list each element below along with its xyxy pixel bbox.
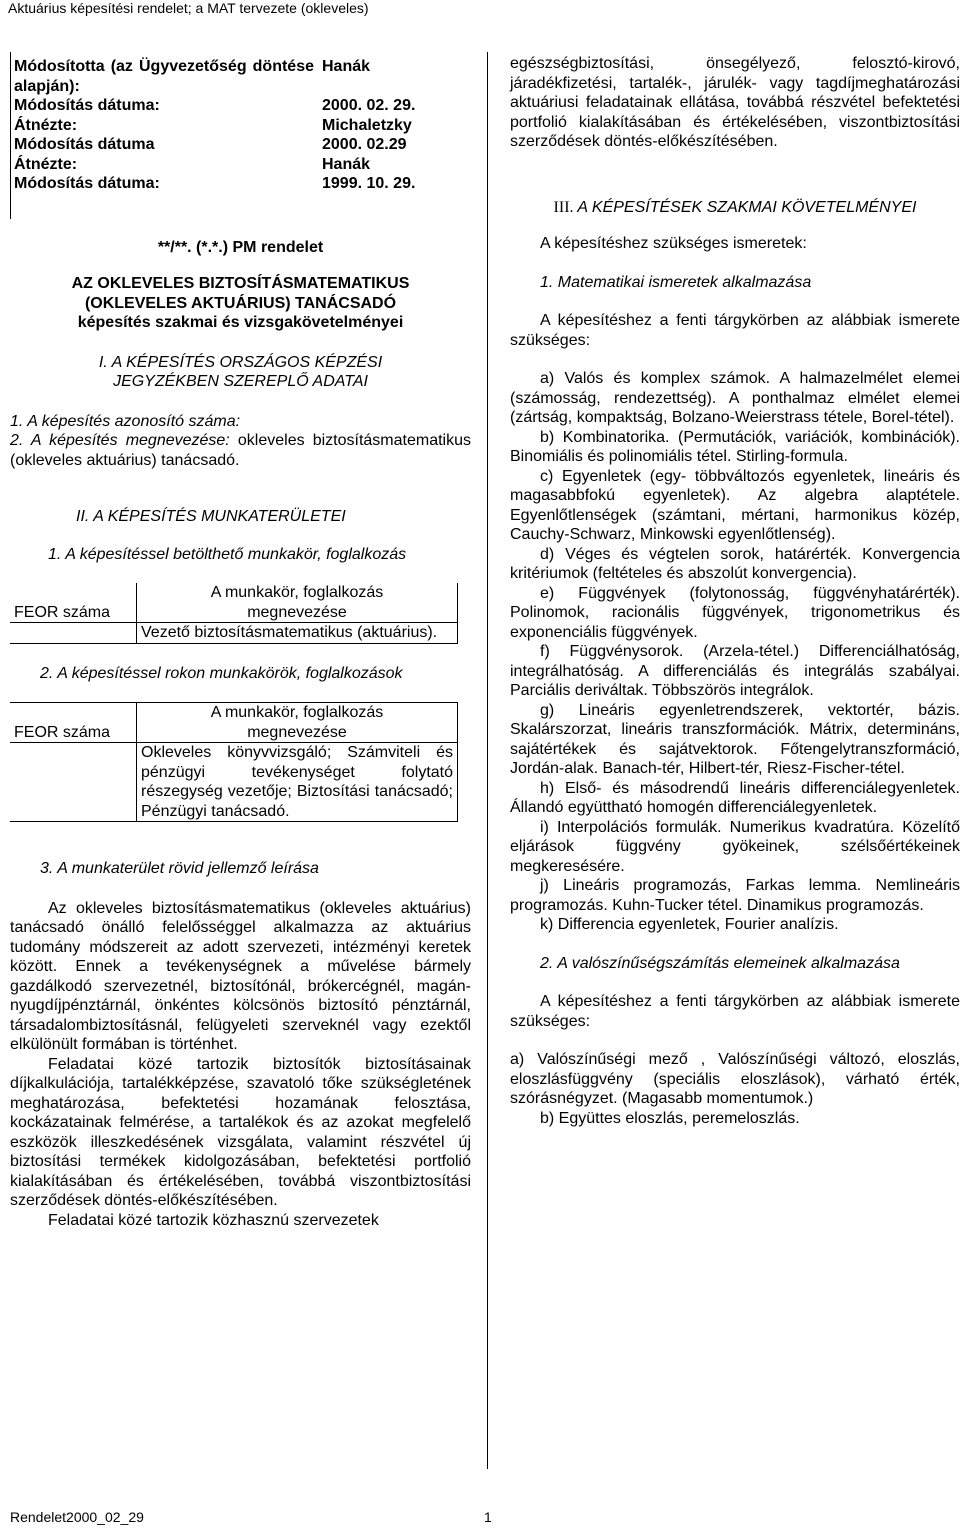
subsection-heading: 1. A képesítéssel betölthető munkakör, foglalkozás (48, 545, 407, 563)
revision-value: 1999. 10. 29. (322, 175, 416, 192)
body-paragraph: Feladatai közé tartozik biztosítók biztosításainak díjkalkulációja, tartalékképzése, szavatoló tőke szükségletének meghatározása, befektetési hozamának felosztása, kockázatainak felmérése, a tartalékok és az azokat megfelelő eszközök illeszkedésének vizsgálata, valamint részvétel új biztosítási termékek kidolgozásában, befektetési portfolió kialakításában és értékelésében, továbbá viszontbiztosítási szerződések döntés-előkészítésében. (10, 1055, 471, 1209)
revision-value: Michaletzky (322, 116, 412, 134)
section-heading: I. A KÉPESÍTÉS ORSZÁGOS KÉPZÉSI JEGYZÉKBEN SZEREPLŐ ADATAI (98, 353, 383, 390)
column-header: FEOR száma (10, 583, 137, 623)
body-paragraph: Feladatai közé tartozik közhasznú szervezetek (48, 1211, 379, 1229)
revision-row (10, 135, 419, 155)
occupation-cell: Vezető biztosításmatematikus (aktuárius). (137, 623, 458, 644)
list-item: a) Valós és komplex számok. A halmazelmélet elemei (számosság, rendezettség). A ponthalmaz elmélet elemei (zártság, kompaktság, Bolzano-Weierstrass tétele, Borel-tétel). (510, 370, 960, 426)
column-header: A munkakör, foglalkozás megnevezése (137, 583, 458, 623)
revision-table (10, 57, 419, 194)
left-column (10, 52, 471, 1230)
intro-paragraph: A képesítéshez a fenti tárgykörben az alábbiak ismerete szükséges: (510, 993, 960, 1030)
body-paragraph: egészségbiztosítási, önsegélyező, felosztó-kirovó, járadékfizetési, tartalék-, járulék- vagy tagdíjmeghatározási aktuáriusi feladatainak ellátása, továbbá részvétel befektetési portfolió kialakításában és értékelésében, viszontbiztosítási szerződések döntés-előkészítésében. (510, 55, 960, 150)
list-item (10, 431, 471, 470)
revision-row (10, 155, 419, 175)
body-paragraph: Az okleveles biztosításmatematikus (okleveles aktuárius) tanácsadó önálló felelősséggel alkalmazza az aktuárius tudomány módszereit az adott szervezeti, intézményi keretek között. Ennek a tevékenységnek a művelése bármely gazdálkodó szervezetnél, biztosítónál, brókercégnél, magán- nyugdíjpénztárnál, önkéntes kölcsönös biztosító pénztárnál, társadalombiztosításnál, felügyeleti szerveknél vagy ezektől elkülönült formában is történhet. (10, 899, 471, 1053)
column-header: A munkakör, foglalkozás megnevezése (137, 703, 458, 743)
list-item: g) Lineáris egyenletrendszerek, vektortér, bázis. Skalárszorzat, lineáris transzformációk. Mátrix, determináns, sajátértékek és sajátvektorok. Főtengelytranszformáció, Jordán-alak. Banach-tér, Hilbert-tér, Riesz-Fischer-tétel. (510, 701, 960, 777)
occupation-table (10, 583, 458, 644)
subsection-heading: 3. A munkaterület rövid jellemző leírása (40, 860, 319, 877)
requirements-label: A képesítéshez szükséges ismeretek: (540, 235, 807, 252)
revision-value: 2000. 02. 29. (322, 97, 416, 114)
feor-cell (10, 743, 137, 822)
topic-list (510, 1050, 960, 1128)
subsection-heading: 2. A képesítéssel rokon munkakörök, foglalkozások (40, 664, 403, 682)
revision-label: Módosítás dátuma: (14, 175, 160, 192)
revision-value: Hanák (322, 58, 371, 75)
decree-number: **/**. (*.*.) PM rendelet (157, 238, 324, 256)
list-item: e) Függvények (folytonosság, függvényhatárérték). Polinomok, racionális függvények, trigonometrikus és exponenciális függvények. (510, 584, 960, 641)
document-subtitle: képesítés szakmai és vizsgakövetelményei (77, 314, 404, 331)
list-item: b) Együttes eloszlás, peremeloszlás. (540, 1109, 800, 1127)
document-header: Aktuárius képesítési rendelet; a MAT tervezete (okleveles) (8, 0, 369, 16)
revision-value: 2000. 02.29 (322, 136, 407, 153)
list-item: k) Differencia egyenletek, Fourier analízis. (540, 916, 839, 933)
document-title: AZ OKLEVELES BIZTOSÍTÁSMATEMATIKUS (OKLEVELES AKTUÁRIUS) TANÁCSADÓ (71, 275, 410, 312)
table-header-row (10, 703, 458, 743)
footer-filename: Rendelet2000_02_29 (10, 1509, 144, 1525)
revision-label: Átnézte: (14, 116, 78, 134)
revision-label: Módosítás dátuma (14, 136, 155, 153)
right-column (510, 52, 960, 1128)
list-item: f) Függvénysorok. (Arzela-tétel.) Differenciálhatóság, integrálhatóság. A differenciálás és integrálás szabályai. Parciális deriváltak. Többszörös integrálok. (510, 643, 960, 699)
revision-label: Módosítás dátuma: (14, 97, 160, 114)
list-item: a) Valószínűségi mező , Valószínűségi változó, eloszlás, eloszlásfüggvény (speciális eloszlások), várható érték, szórásnégyzet. (Magasabb momentumok.) (510, 1051, 960, 1107)
table-row (10, 743, 458, 822)
column-header: FEOR száma (10, 703, 137, 743)
list-item: 1. A képesítés azonosító száma: (10, 412, 241, 430)
feor-cell (10, 623, 137, 644)
table-header-row (10, 583, 458, 623)
list-item: i) Interpolációs formulák. Numerikus kvadratúra. Közelítő eljárások függvény gyökeinek, szélsőértékeinek megkeresésére. (510, 818, 960, 875)
topic-list (510, 369, 960, 935)
revision-label: Átnézte: (14, 155, 78, 173)
list-item: h) Első- és másodrendű lineáris differenciálegyenletek. Állandó együttható homogén differenciálegyenletek. (510, 779, 960, 816)
list-item: j) Lineáris programozás, Farkas lemma. Nemlineáris programozás. Kuhn-Tucker tétel. Dinamikus programozás. (510, 877, 960, 914)
subsection-heading: 1. Matematikai ismeretek alkalmazása (540, 273, 812, 291)
list-item: d) Véges és végtelen sorok, határérték. Konvergencia kritériumok (feltételes és abszolút konvergencia). (510, 545, 960, 582)
column-divider (487, 52, 488, 1469)
revision-row (10, 174, 419, 194)
section-heading: III. A KÉPESÍTÉSEK SZAKMAI KÖVETELMÉNYEI (553, 198, 917, 216)
list-item: c) Egyenletek (egy- többváltozós egyenletek, lineáris és magasabbfokú egyenletek). Az algebra alaptétele. Egyenlőtlenségek (számtani, mértani, harmonikus közép, Cauchy-Schwarz, Minkowski egyenlőtlenség). (510, 467, 960, 543)
item-value: okleveles biztosításmatematikus (okleveles aktuárius) tanácsadó. (10, 432, 472, 469)
section-heading: II. A KÉPESÍTÉS MUNKATERÜLETEI (76, 508, 346, 525)
item-label: 2. A képesítés megnevezése: (10, 432, 230, 449)
revision-row (10, 96, 419, 116)
revision-value: Hanák (322, 155, 371, 173)
table-row (10, 623, 458, 644)
revision-label: Módosította (az Ügyvezetőség döntése alapján): (14, 58, 314, 95)
revision-row (10, 57, 419, 96)
revision-row (10, 116, 419, 136)
intro-paragraph: A képesítéshez a fenti tárgykörben az alábbiak ismerete szükséges: (510, 312, 960, 349)
related-occupation-table (10, 702, 458, 822)
occupation-cell: Okleveles könyvvizsgáló; Számviteli és pénzügyi tevékenységet folytató részegység vezetője; Biztosítási tanácsadó; Pénzügyi tanácsadó. (137, 743, 458, 822)
page-number: 1 (484, 1509, 492, 1525)
subsection-heading: 2. A valószínűségszámítás elemeinek alkalmazása (540, 954, 900, 972)
list-item: b) Kombinatorika. (Permutációk, variációk, kombinációk). Binomiális és polinomiális tétel. Stirling-formula. (510, 428, 960, 465)
